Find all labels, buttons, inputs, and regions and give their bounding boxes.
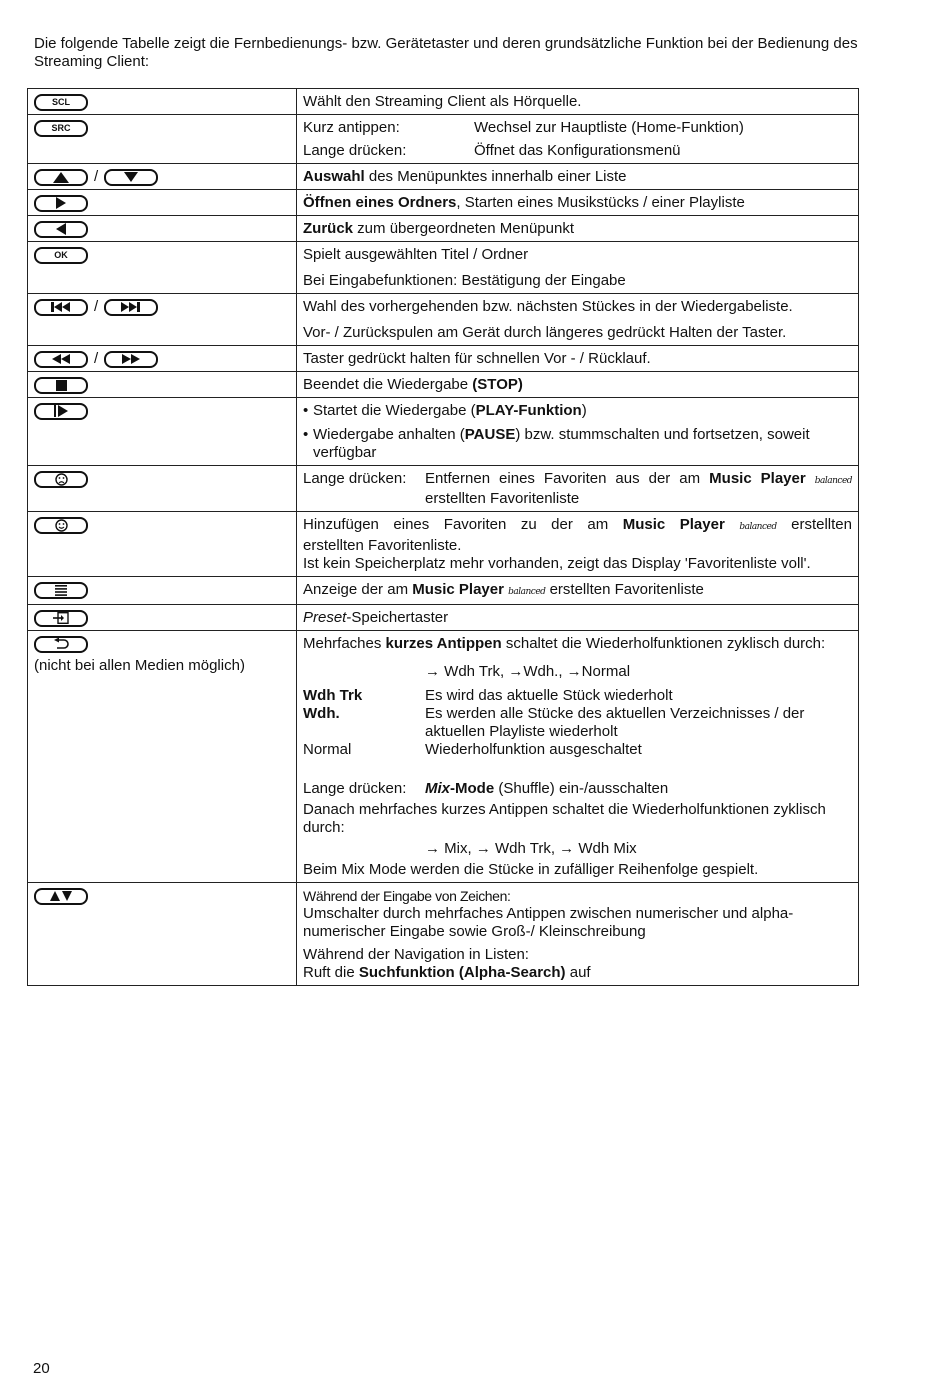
arrow-up-icon (34, 169, 88, 186)
function-cell: Wahl des vorhergehenden bzw. nächsten Stückes in der Wiedergabeliste. Vor- / Zurückspulen am Gerät durch längeres gedrückt Halten der Taster. (297, 294, 859, 346)
skip-back-icon (34, 299, 88, 316)
stop-icon (34, 377, 88, 394)
table-row (28, 398, 859, 466)
key-function-table (27, 88, 859, 986)
arrow-down-icon (104, 169, 158, 186)
table-row: / Wahl des vorhergehenden bzw. nächsten Stückes in der Wiedergabeliste. Vor- / Zurückspulen am Gerät durch längeres gedrückt Halten der Taster. (28, 294, 859, 346)
page-number: 20 (33, 1360, 50, 1377)
balanced-logo: balanced (814, 476, 853, 487)
function-cell: • Startet die Wiedergabe (PLAY-Funktion) • Wiedergabe anhalten (PAUSE) bzw. stummschalten und fortsetzen, soweit verfügbar (297, 398, 859, 466)
play-right-icon (34, 195, 88, 212)
table-row (28, 631, 859, 883)
scl-key-icon: SCL (34, 94, 88, 111)
back-left-icon (34, 221, 88, 238)
rewind-icon (34, 351, 88, 368)
table-row (28, 372, 859, 398)
table-row: / Taster gedrückt halten für schnellen Vor - / Rücklauf. (28, 346, 859, 372)
function-cell: Kurz antippen: Wechsel zur Hauptliste (Home-Funktion) Lange drücken: Öffnet das Konfigurationsmenü (297, 115, 859, 164)
repeat-icon (34, 636, 88, 653)
list-icon (34, 582, 88, 599)
function-cell: Anzeige der am Music Player balanced erstellten Favoritenliste (297, 577, 859, 605)
table-row (28, 190, 859, 216)
function-cell: Beendet die Wiedergabe (STOP) (297, 372, 859, 398)
table-row (28, 605, 859, 631)
table-row (28, 115, 859, 164)
preset-icon (34, 610, 88, 627)
sad-face-icon (34, 471, 88, 488)
fast-forward-icon (104, 351, 158, 368)
function-cell: Lange drücken: Entfernen eines Favoriten aus der am Music Player balanced erstellten Favoritenliste (297, 466, 859, 512)
balanced-logo: balanced (508, 587, 546, 598)
src-key-icon: SRC (34, 120, 88, 137)
table-row (28, 216, 859, 242)
alpha-search-icon (34, 888, 88, 905)
table-row (28, 466, 859, 512)
table-row: / Auswahl des Menüpunktes innerhalb einer Liste (28, 164, 859, 190)
skip-forward-icon (104, 299, 158, 316)
repeat-note: (nicht bei allen Medien möglich) (34, 657, 245, 675)
table-row (28, 89, 859, 115)
function-cell: Öffnen eines Ordners, Starten eines Musikstücks / einer Playliste (297, 190, 859, 216)
table-row (28, 577, 859, 605)
function-cell: Auswahl des Menüpunktes innerhalb einer Liste (297, 164, 859, 190)
table-row (28, 512, 859, 577)
function-cell: Preset-Speichertaster (297, 605, 859, 631)
table-row (28, 883, 859, 986)
table-row (28, 242, 859, 294)
smile-face-icon (34, 517, 88, 534)
function-cell: Zurück zum übergeordneten Menüpunkt (297, 216, 859, 242)
function-cell: Spielt ausgewählten Titel / Ordner Bei Eingabefunktionen: Bestätigung der Eingabe (297, 242, 859, 294)
function-cell: Während der Eingabe von Zeichen: Umschalter durch mehrfaches Antippen zwischen numerischer und alpha-numerischer Eingabe sowie Groß-/ Kleinschreibung Während der Navigation in Listen: Ruft die Suchfunktion (Alpha-Search) auf (297, 883, 859, 986)
play-pause-icon (34, 403, 88, 420)
function-cell: Wählt den Streaming Client als Hörquelle. (297, 89, 859, 115)
intro-text: Die folgende Tabelle zeigt die Fernbedienungs- bzw. Gerätetaster und deren grundsätzliche Funktion bei der Bedienung des Streaming Client: (34, 35, 858, 70)
balanced-logo: balanced (739, 522, 777, 533)
function-cell: Mehrfaches kurzes Antippen schaltet die Wiederholfunktionen zyklisch durch: → Wdh Trk, →Wdh., →Normal Wdh Trk Es wird das aktuelle Stück wiederholt Wdh. Es werden alle Stücke des aktuellen Verzeichnisses / der aktuellen Playliste wiederholt Normal Wiederholfunktion ausgeschaltet Lange drücken: Mix-Mode (Shuffle) ein-/ausschalten Danach mehrfaches kurzes Antippen schaltet die Wiederholfunktionen zyklisch durch: → Mix, → Wdh Trk, → Wdh Mix Beim Mix Mode werden die Stücke in zufälliger Reihenfolge gespielt. (297, 631, 859, 883)
ok-key-icon: OK (34, 247, 88, 264)
function-cell: Hinzufügen eines Favoriten zu der am Music Player balanced erstellten erstellten Favoritenliste. Ist kein Speicherplatz mehr vorhanden, zeigt das Display 'Favoritenliste voll'. (297, 512, 859, 577)
function-cell: Taster gedrückt halten für schnellen Vor - / Rücklauf. (297, 346, 859, 372)
